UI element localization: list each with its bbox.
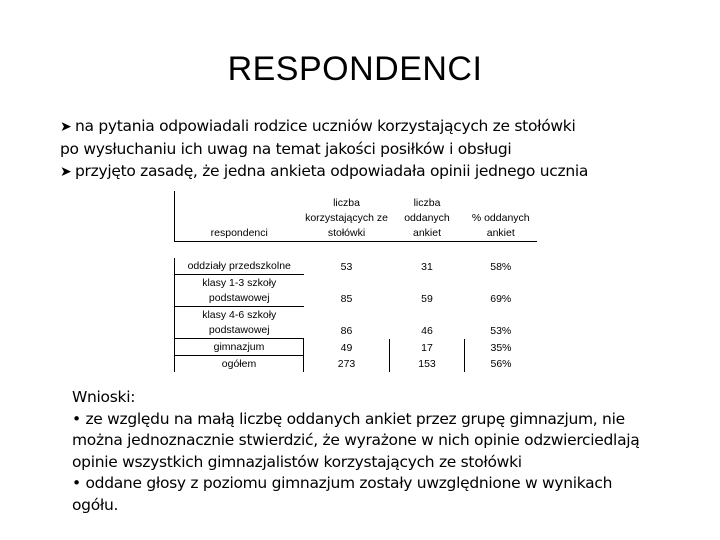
header-respondenci: respondenci xyxy=(175,191,304,242)
cell-returned: 31 xyxy=(421,260,433,273)
cell-users: 273 xyxy=(304,356,390,373)
header-liczba-korzystajacych: liczba korzystających ze stołówki xyxy=(304,191,390,242)
cell-returned: 46 xyxy=(421,324,433,337)
arrow-bullet-icon: ➤ xyxy=(60,119,72,135)
header-liczba-oddanych: liczba oddanych ankiet xyxy=(390,191,465,242)
bullet-item xyxy=(60,160,660,183)
cell-percent: 53% xyxy=(490,324,512,337)
cell-percent: 35% xyxy=(465,339,538,356)
table-row xyxy=(175,307,538,339)
conclusion-text: ogółu. xyxy=(72,495,119,514)
cell-percent: 56% xyxy=(465,356,538,373)
cell-users: 53 xyxy=(340,260,353,273)
conclusion-text: • ze względu na małą liczbę oddanych ankiet przez grupę gimnazjum, nie xyxy=(72,409,625,428)
conclusions-block xyxy=(72,387,672,516)
row-label: oddziały przedszkolne xyxy=(175,258,304,275)
cell-percent: 69% xyxy=(490,292,512,305)
row-label: klasy 1-3 szkoły podstawowej xyxy=(175,275,304,307)
cell-users: 85 xyxy=(340,292,353,305)
respondents-table xyxy=(174,191,537,372)
page-title: RESPONDENCI xyxy=(227,50,483,88)
bullet-list xyxy=(60,115,660,183)
bullet-text: przyjęto zasadę, że jedna ankieta odpowiadała opinii jednego ucznia xyxy=(75,162,589,180)
conclusion-text: opinie wszystkich gimnazjalistów korzystających ze stołówki xyxy=(72,452,522,471)
table-row xyxy=(175,339,538,356)
cell-users: 49 xyxy=(304,339,390,356)
bullet-item xyxy=(60,115,660,138)
cell-returned: 17 xyxy=(390,339,465,356)
header-procent-oddanych: % oddanych ankiet xyxy=(465,191,538,242)
row-label: klasy 4-6 szkoły podstawowej xyxy=(175,307,304,339)
cell-returned: 59 xyxy=(421,292,433,305)
conclusions-heading: Wnioski: xyxy=(72,388,136,406)
row-label: gimnazjum xyxy=(175,339,304,356)
row-label: ogółem xyxy=(175,356,304,373)
table-row xyxy=(175,258,538,275)
table-header-row xyxy=(175,191,538,242)
cell-users: 86 xyxy=(340,324,353,337)
table-spacer-row xyxy=(175,242,538,259)
conclusion-text: można jednoznacznie stwierdzić, że wyrażone w nich opinie odzwierciedlają xyxy=(72,431,640,449)
conclusion-text: • oddane głosy z poziomu gimnazjum zostały uwzględnione w wynikach xyxy=(72,474,613,492)
bullet-text-continued: po wysłuchaniu ich uwag na temat jakości posiłków i obsługi xyxy=(60,140,512,158)
arrow-bullet-icon: ➤ xyxy=(60,164,72,180)
bullet-text: na pytania odpowiadali rodzice uczniów korzystających ze stołówki xyxy=(75,117,576,135)
cell-percent: 58% xyxy=(490,260,512,273)
table-row xyxy=(175,275,538,307)
table-row xyxy=(175,356,538,373)
cell-returned: 153 xyxy=(390,356,465,373)
